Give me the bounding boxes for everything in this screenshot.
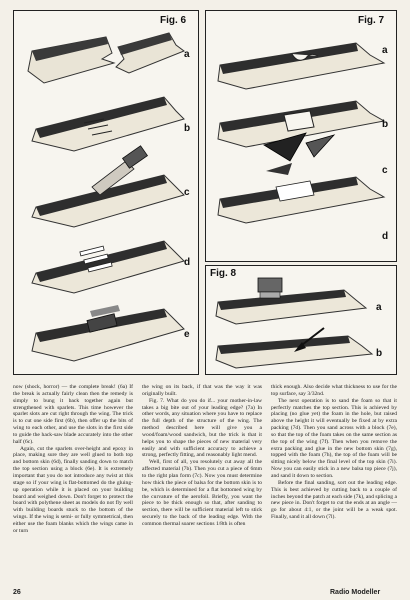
text-column-3 [271,384,397,521]
figure-7-panel [205,10,397,262]
figure-6-panel [13,10,199,375]
wing-6a-illustration [14,11,200,376]
paragraph: Fig. 7. What do you do if... your mother-in-law takes a big bite out of your leading edge? (7a) In other words, any situation where you have to replace the full depth of the structure of the wing. The method described here will give you a wood/foam/wood sandwich, but the trick is that it helps you to shape the pieces of new material very easily and with sufficient accuracy to achieve a strong, perfectly fitting, and reasonably light mend. [142,397,262,459]
figure-6-title: Fig. 6 [160,15,187,26]
figure-7b-label: b [382,119,389,130]
paragraph: thick enough. Also decide what thickness to use for the top surface, say 3/32nd. [271,384,397,397]
paragraph: Before the final sanding, sort out the leading edge. This is best achieved by cutting back to a couple of inches beyond the patch at each side (7k), and splicing a new piece in. Don't forget to cut the ends at an angle — go for about 4:1, or the joint will be a weak spot. Finally, sand it all down (7l). [271,479,397,521]
figure-8b-label: b [376,348,383,359]
paragraph: now (shock, horror) — the complete break! (6a) If the break is actually fairly clean then the remedy is simply to bung it back together again but strengthened with sparlets. This time however the sparlet slots are cut right through the wing. The trick is to cut one side first (6b), then offer up the bits of wing to each other, and use the slots in the first side to guide the hack-saw blade accurately into the other half (6c). [13,384,133,445]
paragraph: the wing on its back, if that was the way it was originally built. [142,384,262,397]
paragraph: The next operation is to sand the foam so that it perfectly matches the top section. This is achieved by placing (no glue yet) the foam in the hole, but raised above the height it will eventually be fixed at by extra packing (7d). Then you sand across with a block (7e), so that the top of the foam takes on the same section as the top of the wing (7f). Then when you remove the extra packing and glue in the new bottom skin (7g), topped with the foam (7h), the top of the foam will be sitting nicely below the final level of the top skin (7i). Now you can easily stick in a new balsa top piece (7j), and sand it down to section. [271,397,397,479]
figure-8a-label: a [376,302,382,313]
page-number: 26 [13,589,21,596]
wing-7-illustration [206,11,398,263]
magazine-name: Radio Modeller [330,589,381,596]
figure-7a-label: a [382,45,388,56]
figure-7c-label: c [382,165,388,176]
figure-6d-label: d [184,257,191,268]
figure-7-title: Fig. 7 [358,15,385,26]
figure-6e-label: e [184,329,190,340]
paragraph: Again, cut the sparlets over-height and epoxy in place, making sure they are well glued to both top and bottom skin (6d), finally sanding down to match the top section using a block (6e). It is extremely important that you do not introduce any twist at this stage so if your wing is flat-bottomed do the gluing-up operation while it is placed on your building board and weighed down. Don't forget to protect the board with polythene sheet as models do not fly well with building boards stuck to the bottom of the wings. If the wing is semi- or fully symmetrical, then either use the foam blanks which the wings came in or turn [13,445,133,534]
wing-8-illustration [206,266,398,376]
figure-7d-label: d [382,231,389,242]
text-column-1 [13,384,133,535]
paragraph: Well, first of all, you resolutely cut away all the affected material (7b). Then you cut a piece of 6mm to the right plan form (7c). Now you must determine how thick the piece of balsa for the bottom skin is to be, which is determined for a flat bottomed wing by the curvature of the aerofoil. Briefly, you want the piece to be thick enough so that, after sanding to section, there will be sufficient material left to stick securely to the back of the leading edge. With the common thermal soarer sections 1/8th is often [142,459,262,527]
figure-6c-label: c [184,187,190,198]
text-column-2 [142,384,262,528]
figure-6b-label: b [184,123,191,134]
figure-8-title: Fig. 8 [210,268,237,279]
figure-8-panel [205,265,397,375]
figure-6a-label: a [184,49,190,60]
